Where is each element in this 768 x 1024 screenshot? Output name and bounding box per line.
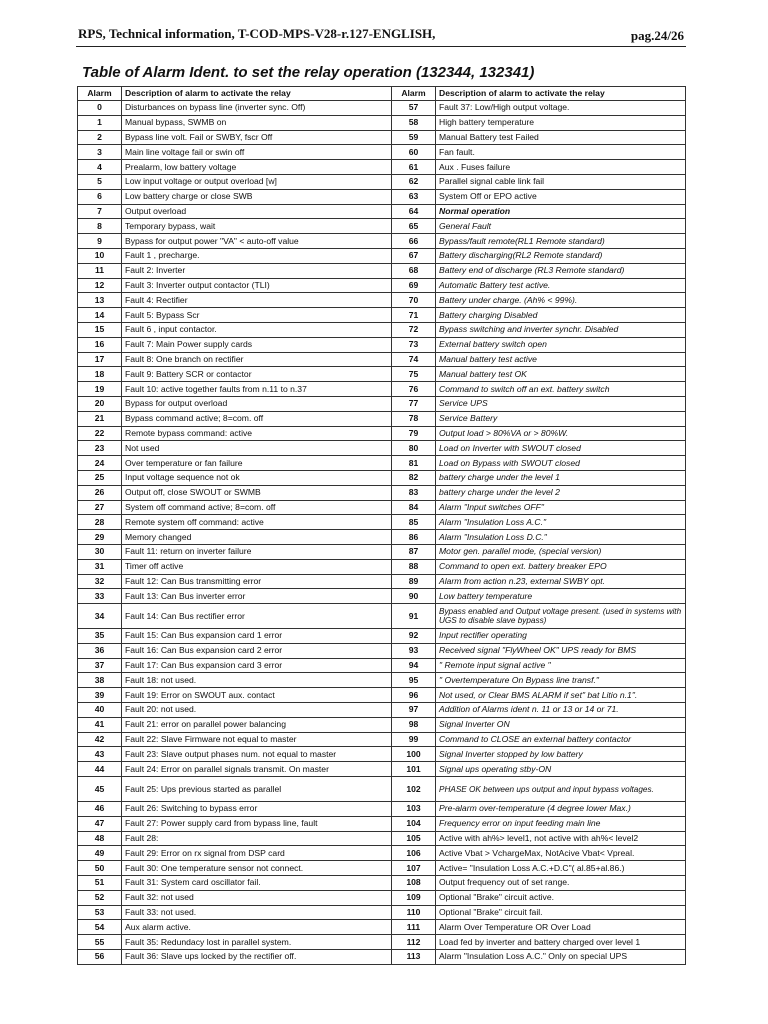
alarm-description: Battery charging Disabled: [436, 308, 686, 323]
alarm-description: Fan fault.: [436, 145, 686, 160]
alarm-id: 47: [78, 816, 122, 831]
alarm-id: 74: [392, 352, 436, 367]
table-row: [78, 747, 686, 762]
alarm-id: 6: [78, 189, 122, 204]
table-row: [78, 219, 686, 234]
alarm-id: 34: [78, 604, 122, 629]
alarm-description: Active Vbat > VchargeMax, NotAcive Vbat< Vpreal.: [436, 846, 686, 861]
alarm-description: Input rectifier operating: [436, 629, 686, 644]
alarm-id: 51: [78, 876, 122, 891]
document-reference: RPS, Technical information, T-COD-MPS-V28-r.127-ENGLISH,: [78, 26, 436, 41]
alarm-id: 67: [392, 248, 436, 263]
alarm-description: Fault 7: Main Power supply cards: [122, 337, 392, 352]
alarm-id: 97: [392, 703, 436, 718]
table-row: [78, 920, 686, 935]
alarm-id: 0: [78, 101, 122, 116]
table-row: [78, 831, 686, 846]
column-header-description-2: Description of alarm to activate the relay: [436, 87, 686, 101]
table-row: [78, 426, 686, 441]
alarm-id: 26: [78, 485, 122, 500]
alarm-description: Normal operation: [436, 204, 686, 219]
alarm-description: Fault 12: Can Bus transmitting error: [122, 574, 392, 589]
alarm-description: Service Battery: [436, 411, 686, 426]
alarm-description: Low input voltage or output overload [w]: [122, 174, 392, 189]
alarm-id: 61: [392, 160, 436, 175]
alarm-id: 86: [392, 530, 436, 545]
alarm-id: 81: [392, 456, 436, 471]
alarm-description: Alarm "Insulation Loss D.C.": [436, 530, 686, 545]
alarm-id: 76: [392, 382, 436, 397]
table-row: [78, 876, 686, 891]
alarm-id: 75: [392, 367, 436, 382]
alarm-description: Input voltage sequence not ok: [122, 470, 392, 485]
alarm-description: Fault 32: not used: [122, 890, 392, 905]
alarm-id: 104: [392, 816, 436, 831]
alarm-id: 66: [392, 234, 436, 249]
table-row: [78, 816, 686, 831]
alarm-id: 105: [392, 831, 436, 846]
table-row: [78, 643, 686, 658]
alarm-id: 29: [78, 530, 122, 545]
alarm-id: 14: [78, 308, 122, 323]
alarm-id: 69: [392, 278, 436, 293]
alarm-id: 12: [78, 278, 122, 293]
table-row: [78, 890, 686, 905]
table-row: [78, 189, 686, 204]
alarm-id: 16: [78, 337, 122, 352]
alarm-description: Fault 30: One temperature sensor not connect.: [122, 861, 392, 876]
table-row: [78, 130, 686, 145]
alarm-id: 27: [78, 500, 122, 515]
alarm-id: 87: [392, 544, 436, 559]
alarm-description: battery charge under the level 1: [436, 470, 686, 485]
alarm-id: 17: [78, 352, 122, 367]
alarm-description: Command to CLOSE an external battery contactor: [436, 732, 686, 747]
alarm-id: 59: [392, 130, 436, 145]
table-row: [78, 530, 686, 545]
alarm-description: Manual Battery test Failed: [436, 130, 686, 145]
alarm-id: 63: [392, 189, 436, 204]
alarm-description: Prealarm, low battery voltage: [122, 160, 392, 175]
alarm-description: Low battery charge or close SWB: [122, 189, 392, 204]
table-row: [78, 802, 686, 817]
alarm-id: 58: [392, 115, 436, 130]
alarm-id: 84: [392, 500, 436, 515]
table-row: [78, 732, 686, 747]
alarm-description: Fault 33: not used.: [122, 905, 392, 920]
alarm-id: 23: [78, 441, 122, 456]
alarm-id: 70: [392, 293, 436, 308]
alarm-id: 46: [78, 802, 122, 817]
alarm-description: Fault 10: active together faults from n.11 to n.37: [122, 382, 392, 397]
alarm-id: 101: [392, 762, 436, 777]
alarm-description: Fault 26: Switching to bypass error: [122, 802, 392, 817]
alarm-id: 90: [392, 589, 436, 604]
alarm-id: 28: [78, 515, 122, 530]
alarm-id: 95: [392, 673, 436, 688]
alarm-id: 98: [392, 717, 436, 732]
table-row: [78, 308, 686, 323]
table-row: [78, 604, 686, 629]
alarm-description: Fault 21: error on parallel power balancing: [122, 717, 392, 732]
alarm-description: Bypass for output overload: [122, 396, 392, 411]
alarm-id: 82: [392, 470, 436, 485]
table-row: [78, 950, 686, 965]
alarm-id: 30: [78, 544, 122, 559]
table-row: [78, 905, 686, 920]
alarm-id: 33: [78, 589, 122, 604]
alarm-id: 52: [78, 890, 122, 905]
alarm-description: Over temperature or fan failure: [122, 456, 392, 471]
table-row: [78, 544, 686, 559]
alarm-description: PHASE OK between ups output and input bypass voltages.: [436, 777, 686, 802]
alarm-description: Alarm from action n.23, external SWBY opt.: [436, 574, 686, 589]
alarm-id: 60: [392, 145, 436, 160]
alarm-description: Bypass enabled and Output voltage present. (used in systems with UGS to disable slave bypass): [436, 604, 686, 629]
alarm-description: Fault 13: Can Bus inverter error: [122, 589, 392, 604]
alarm-id: 45: [78, 777, 122, 802]
alarm-description: Fault 23: Slave output phases num. not equal to master: [122, 747, 392, 762]
alarm-id: 4: [78, 160, 122, 175]
alarm-description: Fault 8: One branch on rectifier: [122, 352, 392, 367]
alarm-id: 55: [78, 935, 122, 950]
alarm-id: 100: [392, 747, 436, 762]
table-row: [78, 396, 686, 411]
column-header-alarm-2: Alarm: [392, 87, 436, 101]
alarm-description: External battery switch open: [436, 337, 686, 352]
alarm-id: 103: [392, 802, 436, 817]
alarm-id: 83: [392, 485, 436, 500]
table-row: [78, 456, 686, 471]
table-row: [78, 160, 686, 175]
alarm-description: Output off, close SWOUT or SWMB: [122, 485, 392, 500]
alarm-id: 93: [392, 643, 436, 658]
alarm-description: Fault 37: Low/High output voltage.: [436, 101, 686, 116]
alarm-id: 110: [392, 905, 436, 920]
alarm-description: Fault 5: Bypass Scr: [122, 308, 392, 323]
alarm-description: General Fault: [436, 219, 686, 234]
page-number: pag.24/26: [630, 28, 684, 43]
alarm-id: 32: [78, 574, 122, 589]
alarm-id: 10: [78, 248, 122, 263]
alarm-description: Alarm Over Temperature OR Over Load: [436, 920, 686, 935]
alarm-id: 99: [392, 732, 436, 747]
header-rule: [76, 46, 686, 47]
alarm-id: 113: [392, 950, 436, 965]
table-row: [78, 658, 686, 673]
table-row: [78, 777, 686, 802]
alarm-description: Fault 31: System card oscillator fail.: [122, 876, 392, 891]
table-row: [78, 762, 686, 777]
alarm-description: Aux . Fuses failure: [436, 160, 686, 175]
alarm-description: Alarm "Insulation Loss A.C.": [436, 515, 686, 530]
alarm-id: 41: [78, 717, 122, 732]
alarm-id: 96: [392, 688, 436, 703]
alarm-description: Fault 24: Error on parallel signals transmit. On master: [122, 762, 392, 777]
table-row: [78, 204, 686, 219]
alarm-description: Fault 20: not used.: [122, 703, 392, 718]
alarm-description: Optional "Brake" circuit active.: [436, 890, 686, 905]
alarm-id: 107: [392, 861, 436, 876]
alarm-id: 88: [392, 559, 436, 574]
alarm-id: 50: [78, 861, 122, 876]
alarm-id: 8: [78, 219, 122, 234]
table-title: Table of Alarm Ident. to set the relay operation (132344, 132341): [82, 64, 535, 81]
alarm-description: Disturbances on bypass line (inverter sync. Off): [122, 101, 392, 116]
table-row: [78, 485, 686, 500]
alarm-id: 15: [78, 322, 122, 337]
alarm-description: Main line voltage fail or swin off: [122, 145, 392, 160]
alarm-id: 7: [78, 204, 122, 219]
alarm-description: " Remote input signal active ": [436, 658, 686, 673]
table-row: [78, 500, 686, 515]
table-row: [78, 717, 686, 732]
alarm-description: Load fed by inverter and battery charged over level 1: [436, 935, 686, 950]
alarm-description: Addition of Alarms ident n. 11 or 13 or 14 or 71.: [436, 703, 686, 718]
alarm-description: Pre-alarm over-temperature (4 degree lower Max.): [436, 802, 686, 817]
alarm-id: 25: [78, 470, 122, 485]
alarm-description: Fault 4: Rectifier: [122, 293, 392, 308]
alarm-description: " Overtemperature On Bypass line transf.": [436, 673, 686, 688]
alarm-description: Bypass for output power "VA" < auto-off value: [122, 234, 392, 249]
alarm-id: 42: [78, 732, 122, 747]
table-row: [78, 935, 686, 950]
alarm-id: 49: [78, 846, 122, 861]
alarm-id: 48: [78, 831, 122, 846]
alarm-description: Fault 2: Inverter: [122, 263, 392, 278]
alarm-description: Load on Bypass with SWOUT closed: [436, 456, 686, 471]
alarm-id: 37: [78, 658, 122, 673]
alarm-description: Active= "Insulation Loss A.C.+D.C"( al.85+al.86.): [436, 861, 686, 876]
table-row: [78, 470, 686, 485]
alarm-id: 102: [392, 777, 436, 802]
alarm-description: Fault 36: Slave ups locked by the rectifier off.: [122, 950, 392, 965]
table-row: [78, 101, 686, 116]
alarm-id: 36: [78, 643, 122, 658]
alarm-id: 11: [78, 263, 122, 278]
alarm-id: 111: [392, 920, 436, 935]
alarm-description: Not used: [122, 441, 392, 456]
alarm-id: 108: [392, 876, 436, 891]
alarm-description: Active with ah%> level1, not active with ah%< level2: [436, 831, 686, 846]
alarm-description: Manual bypass, SWMB on: [122, 115, 392, 130]
alarm-description: Fault 17: Can Bus expansion card 3 error: [122, 658, 392, 673]
table-row: [78, 278, 686, 293]
alarm-id: 106: [392, 846, 436, 861]
alarm-id: 43: [78, 747, 122, 762]
table-row: [78, 861, 686, 876]
alarm-description: Aux alarm active.: [122, 920, 392, 935]
table-row: [78, 846, 686, 861]
alarm-description: Optional "Brake" circuit fail.: [436, 905, 686, 920]
table-row: [78, 174, 686, 189]
alarm-description: Fault 3: Inverter output contactor (TLI): [122, 278, 392, 293]
alarm-description: Received signal "FlyWheel OK" UPS ready for BMS: [436, 643, 686, 658]
alarm-description: Manual battery test OK: [436, 367, 686, 382]
alarm-id: 53: [78, 905, 122, 920]
table-header-row: [78, 87, 686, 101]
table-row: [78, 629, 686, 644]
alarm-description: Fault 27: Power supply card from bypass line, fault: [122, 816, 392, 831]
alarm-description: Fault 28:: [122, 831, 392, 846]
alarm-description: Output overload: [122, 204, 392, 219]
alarm-description: Automatic Battery test active.: [436, 278, 686, 293]
alarm-id: 21: [78, 411, 122, 426]
alarm-id: 39: [78, 688, 122, 703]
alarm-id: 78: [392, 411, 436, 426]
table-row: [78, 234, 686, 249]
alarm-description: Fault 15: Can Bus expansion card 1 error: [122, 629, 392, 644]
alarm-description: Signal ups operating stby-ON: [436, 762, 686, 777]
alarm-id: 57: [392, 101, 436, 116]
alarm-id: 64: [392, 204, 436, 219]
alarm-id: 89: [392, 574, 436, 589]
alarm-id: 85: [392, 515, 436, 530]
alarm-description: Battery discharging(RL2 Remote standard): [436, 248, 686, 263]
alarm-description: Frequency error on input feeding main line: [436, 816, 686, 831]
table-row: [78, 688, 686, 703]
alarm-id: 18: [78, 367, 122, 382]
alarm-id: 92: [392, 629, 436, 644]
alarm-description: Alarm "Insulation Loss A.C." Only on special UPS: [436, 950, 686, 965]
page-header: [78, 26, 684, 44]
alarm-description: High battery temperature: [436, 115, 686, 130]
alarm-description: Remote bypass command: active: [122, 426, 392, 441]
alarm-id: 20: [78, 396, 122, 411]
table-row: [78, 441, 686, 456]
table-row: [78, 411, 686, 426]
table-row: [78, 145, 686, 160]
table-row: [78, 574, 686, 589]
alarm-description: Command to switch off an ext. battery switch: [436, 382, 686, 397]
table-row: [78, 382, 686, 397]
alarm-id: 109: [392, 890, 436, 905]
alarm-id: 72: [392, 322, 436, 337]
alarm-id: 68: [392, 263, 436, 278]
table-row: [78, 673, 686, 688]
alarm-description: Command to open ext. battery breaker EPO: [436, 559, 686, 574]
alarm-description: Service UPS: [436, 396, 686, 411]
alarm-description: Parallel signal cable link fail: [436, 174, 686, 189]
alarm-id: 79: [392, 426, 436, 441]
alarm-description: Fault 25: Ups previous started as parallel: [122, 777, 392, 802]
alarm-id: 19: [78, 382, 122, 397]
alarm-description: Low battery temperature: [436, 589, 686, 604]
alarm-description: Timer off active: [122, 559, 392, 574]
alarm-id: 31: [78, 559, 122, 574]
column-header-description: Description of alarm to activate the relay: [122, 87, 392, 101]
alarm-id: 1: [78, 115, 122, 130]
alarm-table: [77, 86, 686, 965]
alarm-id: 38: [78, 673, 122, 688]
alarm-description: Bypass/fault remote(RL1 Remote standard): [436, 234, 686, 249]
alarm-description: Battery under charge. (Ah% < 99%).: [436, 293, 686, 308]
alarm-description: Fault 22: Slave Firmware not equal to master: [122, 732, 392, 747]
alarm-id: 62: [392, 174, 436, 189]
alarm-id: 54: [78, 920, 122, 935]
alarm-description: Signal Inverter stopped by low battery: [436, 747, 686, 762]
alarm-description: Bypass command active; 8=com. off: [122, 411, 392, 426]
alarm-id: 71: [392, 308, 436, 323]
alarm-id: 22: [78, 426, 122, 441]
alarm-id: 24: [78, 456, 122, 471]
alarm-id: 73: [392, 337, 436, 352]
alarm-description: System off command active; 8=com. off: [122, 500, 392, 515]
alarm-description: Not used, or Clear BMS ALARM if set" bat Litio n.1".: [436, 688, 686, 703]
alarm-description: Fault 11: return on inverter failure: [122, 544, 392, 559]
table-row: [78, 367, 686, 382]
alarm-description: Output load > 80%VA or > 80%W.: [436, 426, 686, 441]
alarm-description: Fault 1 , precharge.: [122, 248, 392, 263]
alarm-description: Motor gen. parallel mode, (special version): [436, 544, 686, 559]
alarm-id: 3: [78, 145, 122, 160]
table-row: [78, 115, 686, 130]
alarm-description: Fault 9: Battery SCR or contactor: [122, 367, 392, 382]
alarm-id: 56: [78, 950, 122, 965]
alarm-description: Bypass line volt. Fail or SWBY, fscr Off: [122, 130, 392, 145]
alarm-id: 2: [78, 130, 122, 145]
alarm-description: Bypass switching and inverter synchr. Disabled: [436, 322, 686, 337]
alarm-id: 112: [392, 935, 436, 950]
table-row: [78, 352, 686, 367]
alarm-description: Battery end of discharge (RL3 Remote standard): [436, 263, 686, 278]
table-row: [78, 337, 686, 352]
alarm-id: 40: [78, 703, 122, 718]
table-row: [78, 559, 686, 574]
alarm-description: Fault 16: Can Bus expansion card 2 error: [122, 643, 392, 658]
table-row: [78, 322, 686, 337]
alarm-description: Remote system off command: active: [122, 515, 392, 530]
column-header-alarm: Alarm: [78, 87, 122, 101]
alarm-description: Output frequency out of set range.: [436, 876, 686, 891]
table-row: [78, 515, 686, 530]
alarm-description: System Off or EPO active: [436, 189, 686, 204]
table-row: [78, 248, 686, 263]
alarm-id: 13: [78, 293, 122, 308]
table-row: [78, 703, 686, 718]
table-row: [78, 263, 686, 278]
alarm-description: Fault 14: Can Bus rectifier error: [122, 604, 392, 629]
alarm-description: Signal Inverter ON: [436, 717, 686, 732]
alarm-description: Fault 35: Redundacy lost in parallel system.: [122, 935, 392, 950]
alarm-description: Load on Inverter with SWOUT closed: [436, 441, 686, 456]
alarm-id: 35: [78, 629, 122, 644]
alarm-description: Temporary bypass, wait: [122, 219, 392, 234]
table-row: [78, 589, 686, 604]
alarm-description: Alarm "Input switches OFF": [436, 500, 686, 515]
alarm-id: 65: [392, 219, 436, 234]
alarm-description: Manual battery test active: [436, 352, 686, 367]
alarm-description: Fault 18: not used.: [122, 673, 392, 688]
alarm-id: 44: [78, 762, 122, 777]
alarm-id: 94: [392, 658, 436, 673]
alarm-description: Fault 6 , input contactor.: [122, 322, 392, 337]
alarm-id: 77: [392, 396, 436, 411]
alarm-id: 9: [78, 234, 122, 249]
alarm-description: Fault 29: Error on rx signal from DSP card: [122, 846, 392, 861]
alarm-description: Fault 19: Error on SWOUT aux. contact: [122, 688, 392, 703]
alarm-id: 91: [392, 604, 436, 629]
alarm-description: battery charge under the level 2: [436, 485, 686, 500]
table-row: [78, 293, 686, 308]
alarm-id: 80: [392, 441, 436, 456]
alarm-id: 5: [78, 174, 122, 189]
alarm-description: Memory changed: [122, 530, 392, 545]
